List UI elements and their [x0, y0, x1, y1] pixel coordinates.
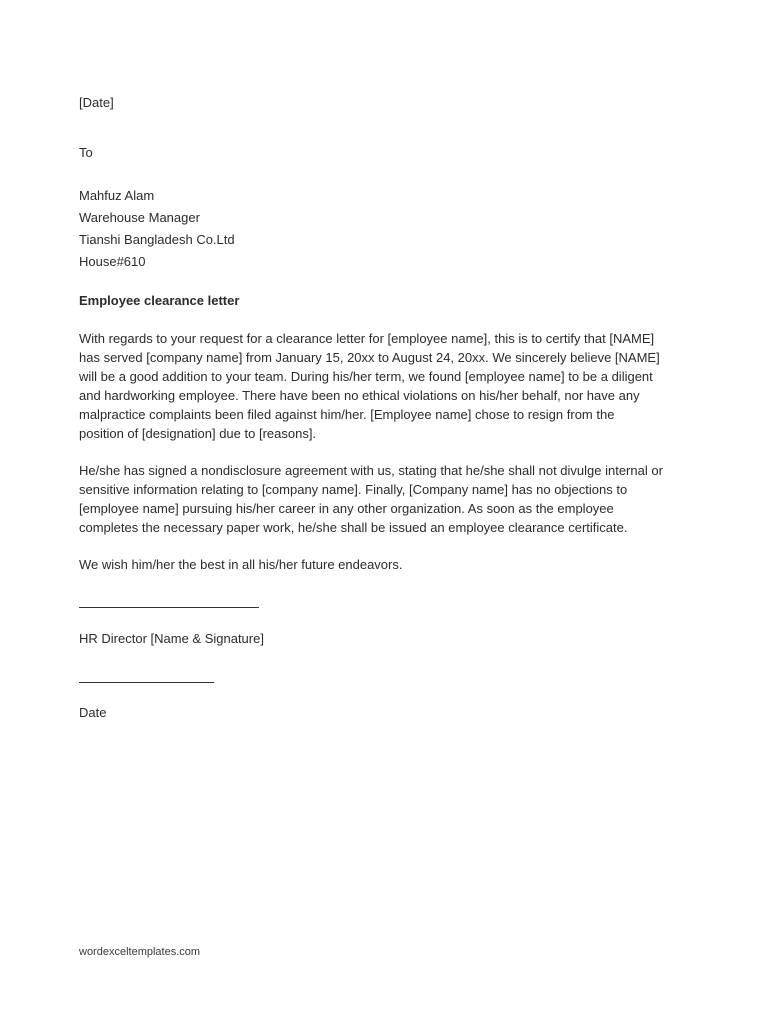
recipient-address-block — [79, 185, 235, 273]
recipient-name: Mahfuz Alam — [79, 188, 155, 203]
paragraph-line: malpractice complaints been filed against him/her. [Employee name] chose to resign from the — [79, 407, 615, 422]
recipient-company: Tianshi Bangladesh Co.Ltd — [79, 232, 235, 247]
signature-line — [79, 607, 259, 608]
body-paragraph-1 — [79, 329, 719, 443]
recipient-title: Warehouse Manager — [79, 210, 200, 225]
paragraph-line: With regards to your request for a clearance letter for [employee name], this is to certify that [NAME] — [79, 331, 655, 346]
paragraph-line: We wish him/her the best in all his/her future endeavors. — [79, 557, 403, 572]
footer-website: wordexceltemplates.com — [79, 946, 201, 958]
body-paragraph-3 — [79, 555, 719, 574]
letter-subject: Employee clearance letter — [79, 293, 240, 308]
date-line — [79, 682, 214, 683]
paragraph-line: completes the necessary paper work, he/she shall be issued an employee clearance certificate. — [79, 520, 628, 535]
paragraph-line: sensitive information relating to [company name]. Finally, [Company name] has no objections to — [79, 482, 628, 497]
date-placeholder: [Date] — [79, 95, 114, 110]
date-label: Date — [79, 705, 107, 720]
paragraph-line: has served [company name] from January 15, 20xx to August 24, 20xx. We sincerely believe [NAME] — [79, 350, 660, 365]
signer-label: HR Director [Name & Signature] — [79, 631, 264, 646]
to-label: To — [79, 145, 93, 160]
paragraph-line: and hardworking employee. There have been no ethical violations on his/her behalf, nor have any — [79, 388, 640, 403]
paragraph-line: He/she has signed a nondisclosure agreement with us, stating that he/she shall not divulge internal or — [79, 463, 663, 478]
body-paragraph-2 — [79, 461, 719, 537]
paragraph-line: [employee name] pursuing his/her career in any other organization. As soon as the employee — [79, 501, 614, 516]
paragraph-line: will be a good addition to your team. During his/her term, we found [employee name] to be a diligent — [79, 369, 653, 384]
recipient-address: House#610 — [79, 254, 146, 269]
paragraph-line: position of [designation] due to [reasons]. — [79, 426, 317, 441]
